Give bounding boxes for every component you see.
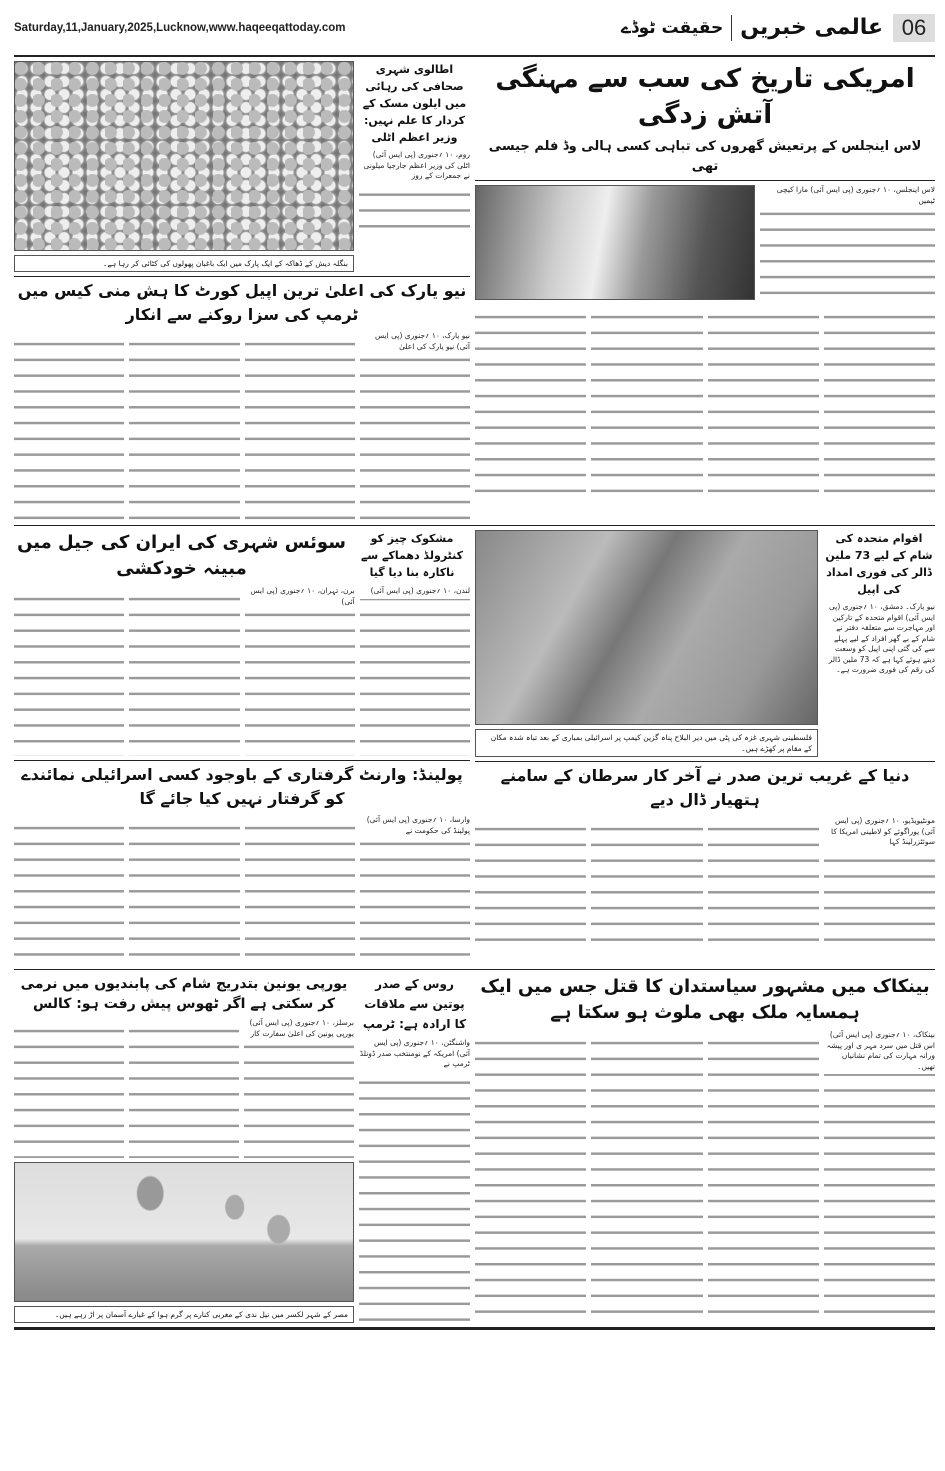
section-title: عالمی خبریں [740, 15, 883, 40]
trump-ny-body: نیو یارک، ۱۰ ؍جنوری (پی ایس آئی) نیو یارک کی اعلیٰ [360, 331, 470, 521]
la-fire-body: لاس اینجلس، ۱۰ ؍جنوری (پی ایس آئی) مارا کیچی ٹیمیں [760, 185, 935, 300]
poland-col [245, 815, 355, 965]
container-headline: مشکوک چیز کو کنٹرولڈ دھماکے سے ناکارہ بنا دیا گیا [360, 532, 464, 579]
gaza-caption: فلسطینی شہری غزہ کی پٹی میں دیر البلاح پناہ گزین کیمپ پر اسرائیلی بمباری کے بعد تباہ شدہ مکان کے مقام پر کھڑے ہیں۔ [475, 729, 818, 757]
date-line: Saturday,11,January,2025,Lucknow,www.haqeeqattoday.com [14, 21, 346, 34]
trump-ny-col [129, 331, 239, 521]
paper-name: حقیقت ٹوڈے [621, 18, 724, 38]
trump-ny-headline: نیو یارک کی اعلیٰ ترین اپیل کورٹ کا ہش منی کیس میں ٹرمپ کی سزا روکنے سے انکار [14, 276, 470, 327]
bangkok-col [708, 1030, 819, 1323]
eu-syria-col [129, 1018, 239, 1158]
poland-headline: پولینڈ: وارنٹ گرفتاری کے باوجود کسی اسرائیلی نمائندے کو گرفتار نہیں کیا جائے گا [14, 760, 470, 811]
divider [731, 15, 732, 41]
putin-body: واشنگٹن، ۱۰ ؍جنوری (پی ایس آئی) امریکہ کے نومنتخب صدر ڈونلڈ ٹرمپ نے [359, 1038, 470, 1323]
row-top [14, 57, 935, 526]
trump-ny-col [14, 331, 124, 521]
la-fire-col [824, 304, 935, 504]
swiss-col [14, 586, 124, 756]
swiss-headline: سوئس شہری کی ایران کی جیل میں مبینہ خودکشی [17, 532, 346, 579]
balloons-caption: مصر کے شہر لکسر میں نیل ندی کے مغربی کنارے پر گرم ہوا کے غبارے آسمان پر اڑ رہے ہیں۔ [14, 1306, 354, 1323]
page-header [14, 0, 935, 57]
un-syria-headline: اقوام متحدہ کی شام کے لیے 73 ملین ڈالر کی فوری امداد کی اپیل [825, 532, 933, 596]
eu-syria-col [14, 1018, 124, 1158]
bangkok-col [591, 1030, 702, 1323]
italy-body: روم، ۱۰ ؍جنوری (پی ایس آئی) اٹلی کی وزیر اعظم جارجیا میلونی نے جمعرات کے روز [359, 150, 470, 230]
la-fire-headline: امریکی تاریخ کی سب سے مہنگی آتش زدگی [495, 64, 915, 130]
la-fire-subheadline: لاس اینجلس کے پرتعیش گھروں کی تباہی کسی ہالی وڈ فلم جیسی تھی [475, 137, 935, 181]
trump-ny-col [245, 331, 355, 521]
la-fire-col [591, 304, 702, 504]
flowers-photo [14, 61, 354, 251]
swiss-body: برن، تہران، ۱۰ ؍جنوری (پی ایس آئی) [245, 586, 355, 756]
bangkok-body: بینکاک، ۱۰ ؍جنوری (پی ایس آئی) اس قتل میں سرد مہر ی اور پیشہ ورانہ مہارت کی تمام نشانیاں تھیں۔ [824, 1030, 935, 1323]
gaza-photo [475, 530, 818, 725]
mujica-col [591, 816, 702, 946]
container-body: لندن، ۱۰ ؍جنوری (پی ایس آئی) [360, 586, 470, 756]
row-bottom [14, 970, 935, 1330]
putin-headline: روس کے صدر پوتین سے ملاقات کا ارادہ ہے: ٹرمپ [362, 977, 467, 1031]
flowers-caption: بنگلہ دیش کے ڈھاکہ کے ایک پارک میں ایک باغبان پھولوں کی کٹائی کر رہا ہے۔ [14, 255, 354, 272]
swiss-col [129, 586, 239, 756]
mujica-col [708, 816, 819, 946]
la-fire-col [708, 304, 819, 504]
row-middle [14, 526, 935, 970]
eu-syria-body: برسلز، ۱۰ ؍جنوری (پی ایس آئی) یورپی یونین کی اعلیٰ سفارت کار [244, 1018, 354, 1158]
poland-col [14, 815, 124, 965]
poland-col [129, 815, 239, 965]
un-syria-body: نیو یارک۔ دمشق، ۱۰ ؍جنوری (پی ایس آئی) اقوام متحدہ کے تارکین اور مہاجرت سے متعلقہ دفتر نے شام کے بے گھر افراد کے لیے پہلے سے کی گئی اپنی اپیل کو وسعت دیتے ہوئے کہا ہے کہ 73 ملین ڈالر کی رقم کی فوری ضرورت ہے۔ [823, 602, 935, 678]
mujica-headline: دنیا کے غریب ترین صدر نے آخر کار سرطان کے سامنے ہتھیار ڈال دیے [475, 761, 935, 812]
masthead [621, 15, 883, 41]
poland-body: وارسا، ۱۰ ؍جنوری (پی ایس آئی) پولینڈ کی حکومت نے [360, 815, 470, 965]
la-fire-col [475, 304, 586, 504]
balloons-photo [14, 1162, 354, 1302]
mujica-body: مونٹیویڈیو، ۱۰ ؍جنوری (پی ایس آئی) یوراگوئے کو لاطینی امریکا کا سوئٹزرلینڈ کہا [824, 816, 935, 946]
italy-headline: اطالوی شہری صحافی کی رہائی میں ایلون مسک کے کردار کا علم نہیں: وزیر اعظم اٹلی [362, 63, 467, 144]
fire-photo [475, 185, 755, 300]
un-syria-col [475, 816, 586, 946]
bangkok-col [475, 1030, 586, 1323]
eu-syria-headline: یورپی یونین بتدریج شام کی پابندیوں میں نرمی کر سکتی ہے اگر ٹھوس پیش رفت ہو: کالس [20, 976, 348, 1012]
bangkok-headline: بینکاک میں مشہور سیاستدان کا قتل جس میں ایک ہمسایہ ملک بھی ملوث ہو سکتا ہے [480, 976, 930, 1023]
page-number: 06 [893, 14, 935, 42]
